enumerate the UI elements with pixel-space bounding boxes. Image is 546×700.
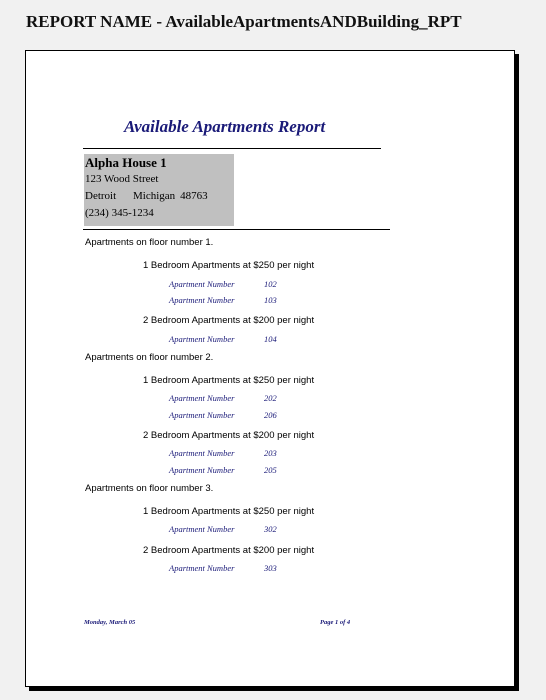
floor-label: Apartments on floor number 2.	[85, 352, 214, 363]
apartment-group-label: 1 Bedroom Apartments at $250 per night	[143, 260, 315, 271]
building-address-box	[84, 154, 234, 226]
apartment-row	[169, 410, 277, 420]
building-state: Michigan	[133, 190, 176, 202]
apartment-row	[169, 524, 277, 534]
apartment-group-label: 2 Bedroom Apartments at $200 per night	[143, 430, 315, 441]
apartment-number-caption: Apartment Number	[169, 563, 235, 573]
apartment-row	[169, 393, 277, 403]
apartment-number: 202	[264, 393, 277, 403]
apartment-number-caption: Apartment Number	[169, 295, 235, 305]
apartment-number-caption: Apartment Number	[169, 448, 235, 458]
apartment-number: 203	[264, 448, 277, 458]
apartment-row	[169, 334, 277, 344]
apartment-row	[169, 295, 277, 305]
building-phone: (234) 345-1234	[85, 207, 154, 219]
apartment-row	[169, 563, 277, 573]
building-zip: 48763	[180, 190, 208, 202]
report-title: Available Apartments Report	[124, 117, 326, 136]
apartment-number: 205	[264, 465, 277, 475]
building-street: 123 Wood Street	[85, 173, 159, 185]
apartment-number: 303	[264, 563, 277, 573]
header-rule	[83, 229, 390, 230]
title-rule	[83, 148, 381, 149]
apartment-row	[169, 279, 277, 289]
floor-label: Apartments on floor number 3.	[85, 483, 214, 494]
apartment-number: 206	[264, 410, 277, 420]
floor-label: Apartments on floor number 1.	[85, 237, 214, 248]
footer-page-number: Page 1 of 4	[320, 619, 351, 626]
report-heading: REPORT NAME - AvailableApartmentsANDBuilding_RPT	[26, 12, 462, 31]
apartment-row	[169, 465, 277, 475]
apartment-group-label: 2 Bedroom Apartments at $200 per night	[143, 545, 315, 556]
apartment-number-caption: Apartment Number	[169, 334, 235, 344]
building-city-line	[85, 188, 233, 205]
apartment-number: 103	[264, 295, 277, 305]
apartment-number-caption: Apartment Number	[169, 410, 235, 420]
building-city: Detroit	[85, 190, 117, 202]
apartment-number: 102	[264, 279, 277, 289]
building-name: Alpha House 1	[85, 155, 167, 170]
apartment-group-label: 2 Bedroom Apartments at $200 per night	[143, 315, 315, 326]
apartment-group-label: 1 Bedroom Apartments at $250 per night	[143, 375, 315, 386]
apartment-number-caption: Apartment Number	[169, 393, 235, 403]
apartment-group-label: 1 Bedroom Apartments at $250 per night	[143, 506, 315, 517]
apartment-number-caption: Apartment Number	[169, 465, 235, 475]
report-page	[25, 50, 515, 687]
apartment-number-caption: Apartment Number	[169, 279, 235, 289]
apartment-number: 302	[264, 524, 277, 534]
apartment-number-caption: Apartment Number	[169, 524, 235, 534]
footer-date: Monday, March 05	[84, 619, 136, 626]
apartment-number: 104	[264, 334, 277, 344]
apartment-row	[169, 448, 277, 458]
